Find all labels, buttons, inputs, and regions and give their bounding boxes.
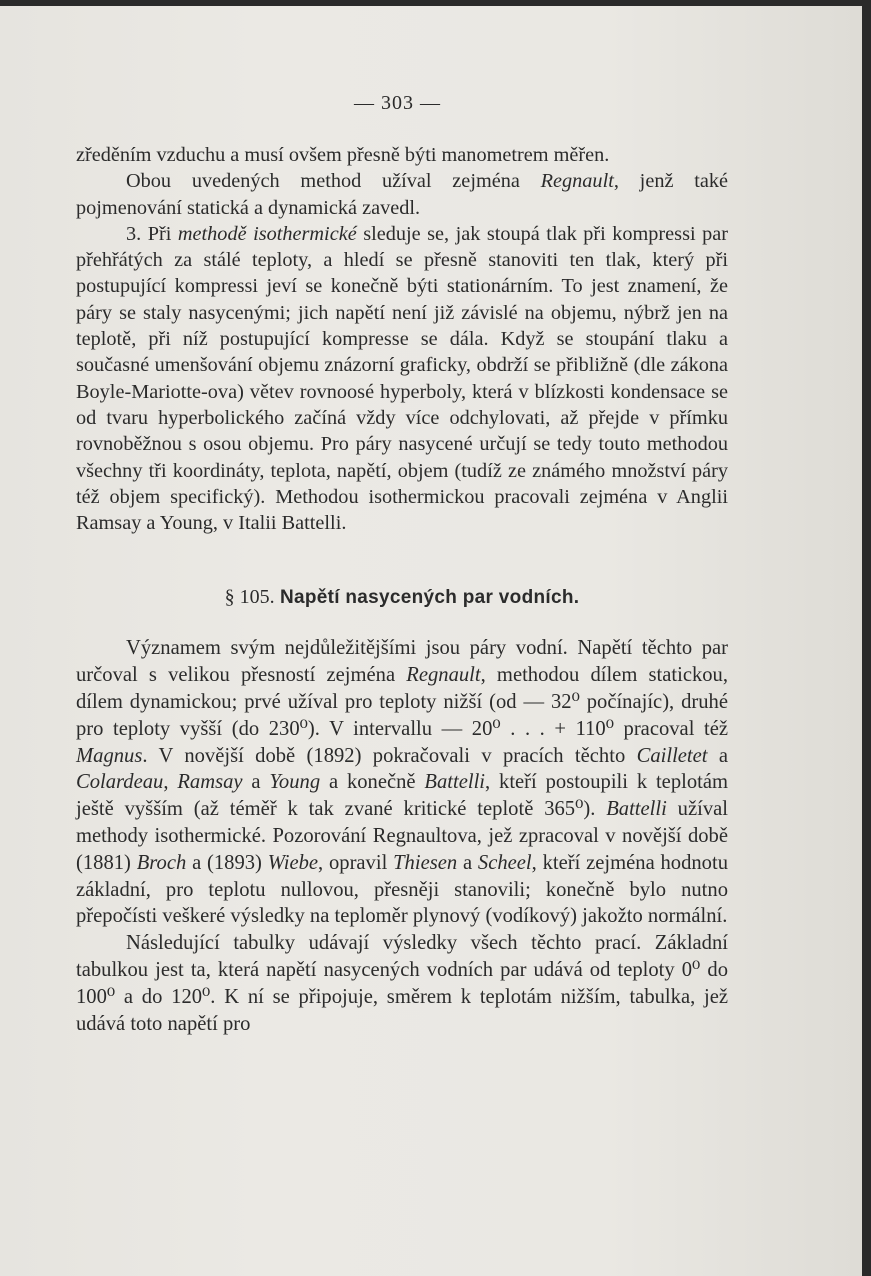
text-run: 3. Při bbox=[126, 222, 178, 245]
paragraph-isothermic-method bbox=[76, 221, 728, 537]
text-run: , methodou dílem statickou, dílem dynamickou; prvé užíval pro teploty nižší (od — 32⁰ počínajíc), druhé pro teploty vyšší (do 230⁰). V intervallu — 20⁰ . . . + 110⁰ pracoval též bbox=[76, 664, 728, 740]
paragraph-water-vapor bbox=[76, 635, 728, 930]
book-page bbox=[0, 6, 862, 1276]
text-run: a bbox=[457, 851, 478, 874]
term-isothermic-method: methodě isothermické bbox=[177, 222, 357, 245]
name-wiebe: Wiebe bbox=[267, 851, 319, 874]
text-run: , bbox=[163, 771, 178, 794]
section-heading bbox=[76, 584, 728, 611]
text-run: , kteří postoupili k teplotám ještě vyšším (až téměř k tak zvané kritické teplotě 365⁰). bbox=[76, 771, 729, 821]
page-number: — 303 — bbox=[354, 92, 441, 114]
name-thiesen: Thiesen bbox=[393, 851, 458, 874]
text-run: užíval methody isothermické. Pozorování Regnaultova, jež zpracoval v novější době (1881) bbox=[76, 798, 728, 874]
text-run: sleduje se, jak stoupá tlak při kompressi par přehřátých za stálé teploty, a hledí se přesně stanoviti ten tlak, který při postupující kompressi jeví se konečně býti stationárním. To jest znamení, že páry se staly nasycenými; jich napětí není již závislé na objemu, nýbrž jen na teplotě, při níž postupující kompresse se dála. Když se stoupání tlaku a současné umenšování objemu znázorní graficky, obdrží se přibližně (dle zákona Boyle-Mariotte-ova) větev rovnoosé hyperboly, která v blízkosti kondensace se od tvaru hyperbolického začíná vždy více odchylovati, až přejde v přímku rovnoběžnou s osou objemu. Pro páry nasycené určují se tedy touto methodou všechny tři koordináty, teplota, napětí, objem (tudíž ze známého množství páry též objem specifický). Methodou isothermickou pracovali zejména v Anglii Ramsay a Young, v Italii Battelli. bbox=[76, 222, 728, 535]
name-magnus: Magnus bbox=[76, 744, 143, 767]
name-broch: Broch bbox=[136, 851, 187, 874]
text-run: , kteří zejména hodnotu základní, pro teplotu nullovou, přesněji stanovili; konečně bylo nutno přepočísti veškeré výsledky na teploměr plynový (vodíkový) jakožto normální. bbox=[76, 851, 728, 928]
paragraph-methods bbox=[76, 168, 728, 221]
name-colardeau: Colardeau bbox=[76, 771, 164, 794]
page-body bbox=[76, 142, 728, 1037]
section-number: § 105. bbox=[224, 586, 275, 609]
text-run: a konečně bbox=[320, 771, 425, 794]
text-run: a bbox=[707, 744, 729, 767]
text-run: Obou uvedených method užíval zejména bbox=[126, 170, 541, 193]
text-run: , opravil bbox=[318, 851, 394, 874]
section-105-body bbox=[76, 635, 728, 1037]
text-run: Významem svým nejdůležitějšími jsou páry vodní. Napětí těchto par určoval s velikou přesností zejména bbox=[76, 637, 728, 687]
paragraph-continuation: zředěním vzduchu a musí ovšem přesně býti manometrem měřen. bbox=[76, 144, 610, 166]
section-title: Napětí nasycených par vodních. bbox=[279, 587, 580, 609]
name-battelli: Battelli bbox=[606, 798, 667, 821]
name-regnault: Regnault bbox=[540, 170, 614, 193]
text-run: , jenž také pojmenování statická a dynamická zavedl. bbox=[76, 170, 728, 219]
text-run: . V novější době (1892) pokračovali v pracích těchto bbox=[142, 744, 637, 767]
name-scheel: Scheel bbox=[477, 851, 532, 874]
name-cailletet: Cailletet bbox=[636, 744, 708, 767]
text-run: a (1893) bbox=[186, 851, 268, 874]
text-run: a bbox=[242, 771, 270, 794]
name-ramsay: Ramsay bbox=[177, 771, 243, 794]
name-young: Young bbox=[269, 771, 321, 794]
name-regnault: Regnault bbox=[406, 664, 481, 687]
name-battelli: Battelli bbox=[424, 771, 486, 794]
paragraph-tables-intro: Následující tabulky udávají výsledky všech těchto prací. Základní tabulkou jest ta, která napětí nasycených vodních par udává od teploty 0⁰ do 100⁰ a do 120⁰. K ní se připojuje, směrem k teplotám nižším, tabulka, jež udává toto napětí pro bbox=[76, 932, 728, 1035]
